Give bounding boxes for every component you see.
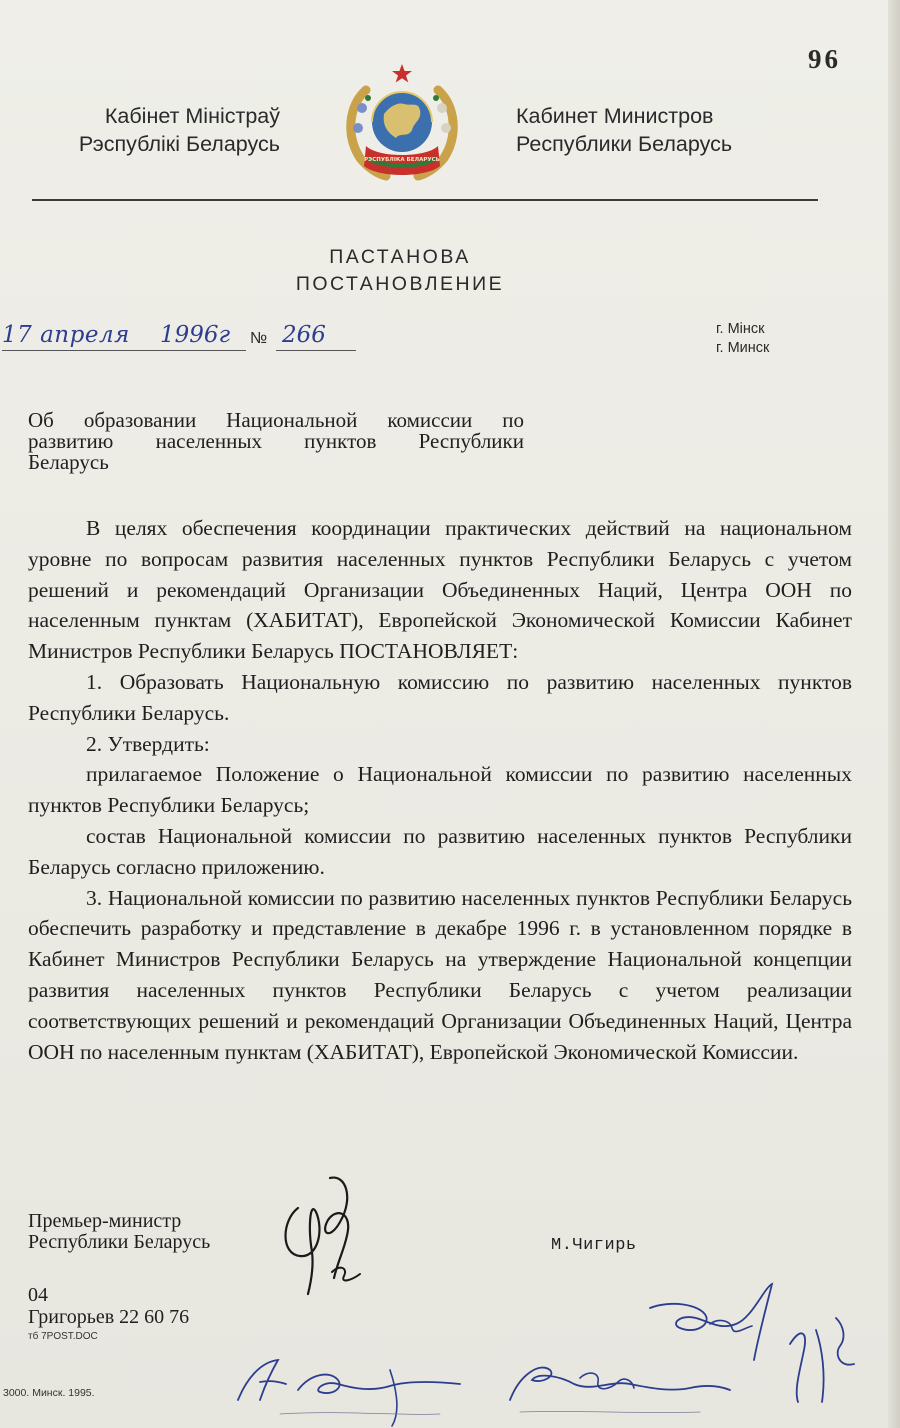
header-divider [32,199,818,201]
body-paragraph-2a: прилагаемое Положение о Национальной комиссии по развитию населенных пунктов Республики Беларусь; [28,762,852,818]
document-subject [28,410,524,473]
approval-signatures-bottom [220,1340,740,1428]
document-type [250,244,550,298]
handwritten-date: 17 апреля [2,322,130,348]
header-right-line2: Республики Беларусь [516,132,733,156]
executor-code: 04 [28,1284,48,1306]
document-body [28,513,852,1067]
body-paragraph-1: 1. Образовать Национальную комиссию по развитию населенных пунктов Республики Беларусь. [28,669,852,725]
header-left-line2: Рэспублікі Беларусь [78,132,280,156]
header-right-line1: Кабинет Министров [516,104,714,128]
svg-text:РЭСПУБЛІКА БЕЛАРУСЬ: РЭСПУБЛІКА БЕЛАРУСЬ [364,157,440,163]
header-russian [516,102,786,158]
number-underline [276,350,356,351]
page-number: 96 [808,44,841,74]
city [716,320,769,358]
body-paragraph-2b: состав Национальной комиссии по развитию населенных пунктов Республики Беларусь согласно приложению. [28,823,852,879]
number-sign: № [250,330,268,347]
signatory-name: М.Чигирь [551,1236,637,1255]
date-number-line [0,318,380,358]
state-emblem-icon [342,62,462,184]
signatory-title-line2: Республики Беларусь [28,1231,211,1253]
print-imprint: 3000. Минск. 1995. [3,1387,95,1399]
date-underline [2,350,246,351]
executor-name-phone: Григорьев 22 60 76 [28,1306,190,1328]
file-name: тб 7POST.DOC [28,1331,98,1342]
executor-info [28,1284,189,1328]
header-belarusian [30,102,280,158]
signatory-title [28,1211,210,1253]
city-ru: г. Минск [716,340,770,356]
prime-minister-signature [268,1168,378,1298]
handwritten-year: 1996г [160,322,231,348]
doc-type-ru: ПОСТАНОВЛЕНИЕ [295,273,505,295]
page-edge-shadow [888,0,900,1428]
subject-line3: Беларусь [28,450,109,474]
subject-line2: развитию населенных пунктов Республики [28,429,524,453]
signatory-title-line1: Премьер-министр [28,1210,182,1232]
header-left-line1: Кабінет Міністраў [104,104,280,128]
handwritten-number: 266 [282,322,326,348]
body-paragraph-2: 2. Утвердить: [86,731,210,756]
subject-line1: Об образовании Национальной комиссии по [28,408,524,432]
doc-type-by: ПАСТАНОВА [329,246,471,268]
body-paragraph-preamble: В целях обеспечения координации практических действий на национальном уровне по вопросам развития населенных пунктов Республики Беларусь с учетом решений и рекомендаций Организации Объединенных Наций, Центра ООН по населенным пунктам (ХАБИТАТ), Европейской Экономической Комиссии Кабинет Министров Республики Беларусь ПОСТАНОВЛЯЕТ: [28,516,852,664]
city-by: г. Мінск [716,321,765,337]
body-paragraph-3: 3. Национальной комиссии по развитию населенных пунктов Республики Беларусь обеспечить разработку и представление в декабре 1996 г. в установленном порядке в Кабинет Министров Республики Беларусь на утверждение Национальной концепции развития населенных пунктов Республики Беларусь с учетом реализации соответствующих решений и рекомендаций Организации Объединенных Наций, Центра ООН по населенным пунктам (ХАБИТАТ), Европейской Экономической Комиссии. [28,885,852,1064]
